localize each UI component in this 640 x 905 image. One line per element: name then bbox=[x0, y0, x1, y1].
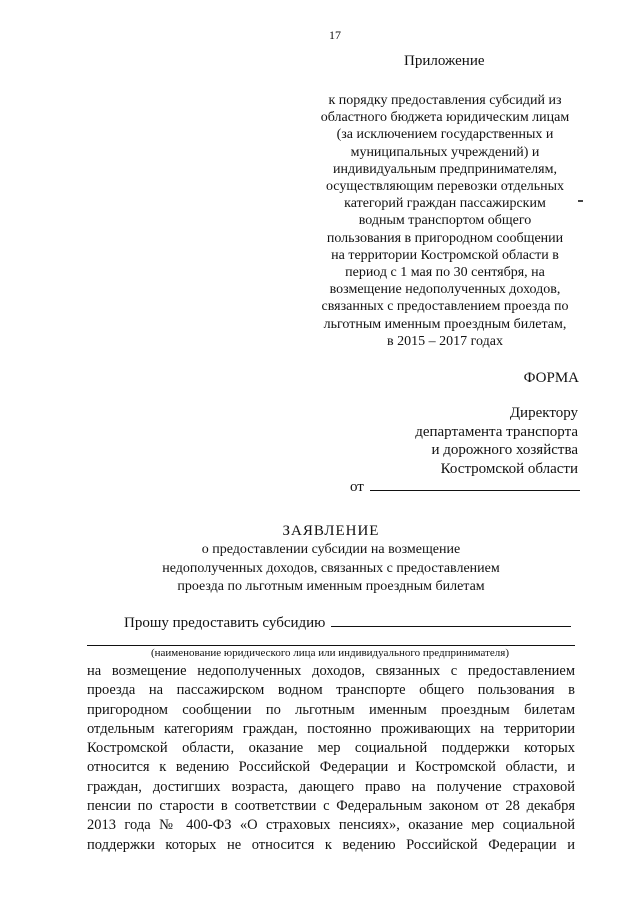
subtitle-line: проезда по льготным именным проездным билетам bbox=[177, 579, 485, 594]
scan-mark bbox=[578, 200, 583, 202]
appendix-line: осуществляющим перевозки отдельных bbox=[325, 179, 565, 195]
applicant-name-caption: (наименование юридического лица или индивидуального предпринимателя) bbox=[150, 647, 510, 659]
appendix-title: Приложение bbox=[404, 53, 485, 69]
appendix-line: льготным именным проездным билетам, bbox=[323, 316, 567, 332]
application-subtitle bbox=[0, 541, 640, 597]
addressee-block bbox=[415, 404, 578, 478]
addressee-line: и дорожного хозяйства bbox=[431, 442, 578, 458]
application-body bbox=[87, 662, 575, 855]
appendix-line: в 2015 – 2017 годах bbox=[387, 333, 503, 349]
body-line: пенсии по старости в соответствии с Федеральным законом от 28 декабря bbox=[87, 798, 575, 815]
body-line: граждан, достигших возраста, дающего право на получение страховой bbox=[87, 778, 575, 795]
appendix-line: возмещение недополученных доходов, bbox=[329, 282, 561, 298]
form-label: ФОРМА bbox=[523, 370, 579, 386]
appendix-description bbox=[300, 92, 590, 350]
body-line: отдельным категориям граждан, постоянно проживающих на территории bbox=[87, 720, 575, 737]
body-line: Костромской области, оказание мер социальной поддержки которых bbox=[87, 740, 575, 757]
from-field bbox=[350, 476, 580, 496]
appendix-line: к порядку предоставления субсидий из bbox=[328, 93, 562, 108]
body-line: поддержки которых не относится к ведению Российской Федерации и bbox=[87, 836, 575, 853]
body-line: пригородном сообщении по льготным именным проездным билетам bbox=[87, 701, 575, 718]
application-title: ЗАЯВЛЕНИЕ bbox=[282, 523, 380, 539]
addressee-line: департамента транспорта bbox=[415, 423, 578, 440]
from-label: от bbox=[350, 479, 364, 495]
appendix-line: областного бюджета юридическим лицам bbox=[320, 110, 570, 126]
subtitle-line: недополученных доходов, связанных с предоставлением bbox=[162, 560, 500, 576]
body-line: относится к ведению Российской Федерации и Костромской области, и bbox=[87, 759, 575, 776]
appendix-line: индивидуальным предпринимателям, bbox=[333, 161, 557, 177]
appendix-line: связанных с предоставлением проезда по bbox=[321, 299, 569, 315]
request-label: Прошу предоставить субсидию bbox=[124, 615, 326, 631]
appendix-line: категорий граждан пассажирским bbox=[344, 196, 546, 212]
appendix-line: период с 1 мая по 30 сентября, на bbox=[345, 265, 545, 281]
addressee-line: Костромской области bbox=[440, 460, 578, 477]
addressee-line: Директору bbox=[509, 405, 578, 421]
body-line: 2013 года № 400-ФЗ «О страховых пенсиях», оказание мер социальной bbox=[87, 817, 575, 834]
appendix-line: пользования в пригородном сообщении bbox=[326, 230, 564, 246]
body-line: на возмещение недополученных доходов, связанных с предоставлением bbox=[87, 663, 575, 679]
body-line: проезда на пассажирском водном транспорте общего пользования в bbox=[87, 682, 575, 699]
appendix-line: на территории Костромской области в bbox=[331, 247, 559, 263]
appendix-line: муниципальных учреждений) и bbox=[350, 144, 540, 160]
appendix-line: водным транспортом общего bbox=[358, 213, 532, 229]
page-number: 17 bbox=[329, 28, 341, 42]
appendix-line: (за исключением государственных и bbox=[336, 127, 554, 143]
applicant-name-blank-line[interactable] bbox=[331, 612, 571, 627]
request-field bbox=[124, 612, 571, 632]
applicant-name-full-line[interactable] bbox=[87, 645, 575, 646]
subtitle-line: о предоставлении субсидии на возмещение bbox=[201, 542, 461, 557]
from-blank-line[interactable] bbox=[370, 476, 580, 491]
